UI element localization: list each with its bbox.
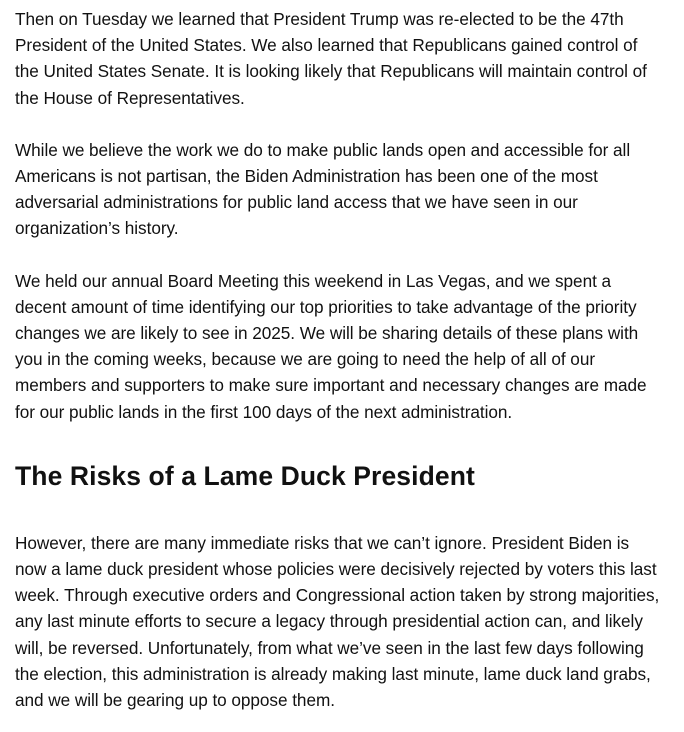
paragraph-lame-duck-risks: However, there are many immediate risks that we can’t ignore. President Biden is now a lame duck president whose policies were decisively rejected by voters this last week. Through executive orders and Congressional action taken by strong majorities, any last minute efforts to secure a legacy through presidential action can, and likely will, be reversed. Unfortunately, from what we’ve seen in the last few days following the election, this administration is already making last minute, lame duck land grabs, and we will be gearing up to oppose them. [15, 532, 660, 711]
article-body [15, 6, 681, 713]
paragraph-board-meeting: We held our annual Board Meeting this weekend in Las Vegas, and we spent a decent amount of time identifying our top priorities to take advantage of the priority changes we are likely to see in 2025. We will be sharing details of these plans with you in the coming weeks, because we are going to need the help of all of our members and supporters to make sure important and necessary changes are made for our public lands in the first 100 days of the next administration. [15, 270, 647, 422]
paragraph-election-results: Then on Tuesday we learned that President Trump was re-elected to be the 47th President of the United States. We also learned that Republicans gained control of the United States Senate. It is looking likely that Republicans will maintain control of the House of Representatives. [15, 9, 647, 108]
section-heading: The Risks of a Lame Duck President [15, 460, 475, 491]
paragraph-biden-administration: While we believe the work we do to make public lands open and accessible for all Americans is not partisan, the Biden Administration has been one of the most adversarial administrations for public land access that we have seen in our organization’s history. [15, 139, 631, 239]
